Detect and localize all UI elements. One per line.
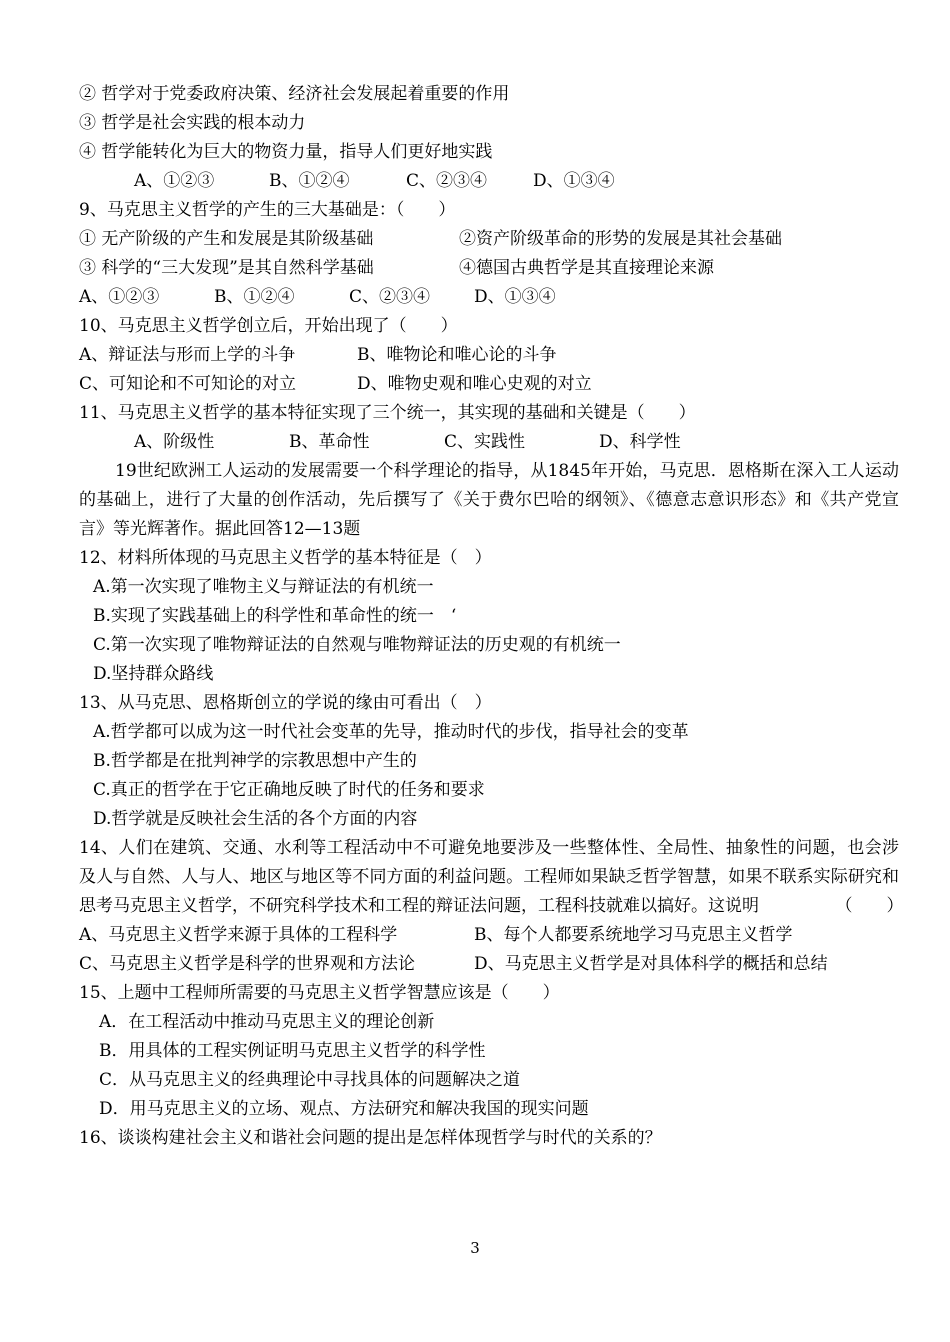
q9-statement-4: ④德国古典哲学是其直接理论来源 — [459, 258, 714, 278]
q9-statement-2: ②资产阶级革命的形势的发展是其社会基础 — [459, 229, 782, 249]
q13-option-a: A.哲学都可以成为这一时代社会变革的先导，推动时代的步伐，指导社会的变革 — [93, 722, 689, 742]
statement-4: ④ 哲学能转化为巨大的物资力量，指导人们更好地实践 — [79, 142, 493, 162]
q10-option-b: B、唯物论和唯心论的斗争 — [357, 345, 557, 365]
q15-option-a: A．在工程活动中推动马克思主义的理论创新 — [99, 1012, 435, 1032]
q8-options — [79, 167, 899, 196]
q9-statements-row2 — [79, 254, 899, 283]
q11-option-d: D、科学性 — [599, 432, 681, 452]
q14-option-a: A、马克思主义哲学来源于具体的工程科学 — [79, 925, 398, 945]
q16-stem: 16、谈谈构建社会主义和谐社会问题的提出是怎样体现哲学与时代的关系的？ — [79, 1128, 662, 1148]
q13-option-c: C.真正的哲学在于它正确地反映了时代的任务和要求 — [93, 780, 485, 800]
statement-3: ③ 哲学是社会实践的根本动力 — [79, 113, 306, 133]
q9-option-d: D、①③④ — [474, 287, 556, 307]
q8-option-d: D、①③④ — [533, 171, 615, 191]
q15-option-c: C．从马克思主义的经典理论中寻找具体的问题解决之道 — [99, 1070, 521, 1090]
q8-option-b: B、①②④ — [269, 171, 350, 191]
q14-option-b: B、每个人都要系统地学习马克思主义哲学 — [474, 925, 793, 945]
q15-stem: 15、上题中工程师所需要的马克思主义哲学智慧应该是（ ） — [79, 983, 560, 1003]
q8-option-c: C、②③④ — [406, 171, 488, 191]
q10-stem: 10、马克思主义哲学创立后，开始出现了（ ） — [79, 316, 458, 336]
q12-stem: 12、材料所体现的马克思主义哲学的基本特征是（ ） — [79, 548, 492, 568]
q14-options-row2 — [79, 950, 899, 979]
q10-options-row2 — [79, 370, 899, 399]
q8-option-a: A、①②③ — [134, 171, 215, 191]
q12-option-d: D.坚持群众路线 — [93, 664, 214, 684]
statement-2: ② 哲学对于党委政府决策、经济社会发展起着重要的作用 — [79, 84, 510, 104]
q10-options-row1 — [79, 341, 899, 370]
q10-option-d: D、唯物史观和唯心史观的对立 — [357, 374, 592, 394]
q11-options — [79, 428, 899, 457]
q10-option-c: C、可知论和不可知论的对立 — [79, 374, 297, 394]
q12-option-c: C.第一次实现了唯物辩证法的自然观与唯物辩证法的历史观的有机统一 — [93, 635, 621, 655]
q9-statement-3: ③ 科学的“三大发现”是其自然科学基础 — [79, 258, 374, 278]
q13-stem: 13、从马克思、恩格斯创立的学说的缘由可看出（ ） — [79, 693, 492, 713]
q14-option-d: D、马克思主义哲学是对具体科学的概括和总结 — [474, 954, 828, 974]
q9-statements-row1 — [79, 225, 899, 254]
q9-statement-1: ① 无产阶级的产生和发展是其阶级基础 — [79, 229, 374, 249]
q14-option-c: C、马克思主义哲学是科学的世界观和方法论 — [79, 954, 416, 974]
q11-option-c: C、实践性 — [444, 432, 526, 452]
q13-option-b: B.哲学都是在批判神学的宗教思想中产生的 — [93, 751, 417, 771]
q9-option-b: B、①②④ — [214, 287, 295, 307]
q12-option-a: A.第一次实现了唯物主义与辩证法的有机统一 — [93, 577, 434, 597]
q9-option-c: C、②③④ — [349, 287, 431, 307]
q11-option-b: B、革命性 — [289, 432, 370, 452]
q9-stem: 9、马克思主义哲学的产生的三大基础是：（ ） — [79, 200, 456, 220]
q15-option-b: B．用具体的工程实例证明马克思主义哲学的科学性 — [99, 1041, 486, 1061]
q14-stem: 14、人们在建筑、交通、水利等工程活动中不可避免地要涉及一些整体性、全局性、抽象性的问题，也会涉及人与自然、人与人、地区与地区等不同方面的利益问题。工程师如果缺乏哲学智慧，如果不联系实际研究和思考马克思主义哲学，不研究科学技术和工程的辩证法问题，工程科技就难以搞好。这说明 （ ） — [79, 838, 904, 916]
q13-option-d: D.哲学就是反映社会生活的各个方面的内容 — [93, 809, 418, 829]
page-number: 3 — [470, 1239, 480, 1257]
q9-option-a: A、①②③ — [79, 287, 160, 307]
q11-option-a: A、阶级性 — [134, 432, 215, 452]
q12-option-b: B.实现了实践基础上的科学性和革命性的统一 ‘ — [93, 606, 457, 626]
material-paragraph: 19世纪欧洲工人运动的发展需要一个科学理论的指导，从1845年开始，马克思．恩格斯在深入工人运动的基础上，进行了大量的创作活动，先后撰写了《关于费尔巴哈的纲领》、《德意志意识形态》和《共产党宣言》等光辉著作。据此回答12—13题 — [79, 461, 899, 539]
q14-options-row1 — [79, 921, 899, 950]
q15-option-d: D．用马克思主义的立场、观点、方法研究和解决我国的现实问题 — [99, 1099, 589, 1119]
page-content — [79, 80, 904, 1153]
q11-stem: 11、马克思主义哲学的基本特征实现了三个统一，其实现的基础和关键是（ ） — [79, 403, 696, 423]
q10-option-a: A、辩证法与形而上学的斗争 — [79, 345, 296, 365]
q9-options — [79, 283, 899, 312]
